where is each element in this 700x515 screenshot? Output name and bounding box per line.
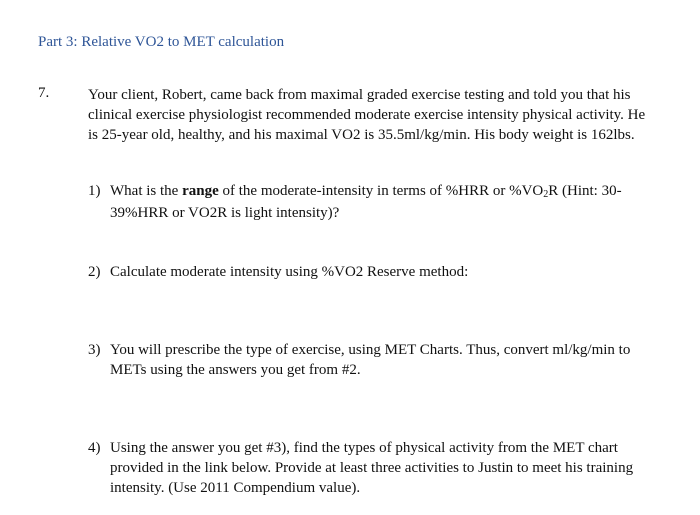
subquestion-text-part: of the moderate-intensity in terms of %HRR or %VO: [218, 183, 544, 199]
question-number: 7.: [38, 85, 50, 101]
subquestion-text: You will prescribe the type of exercise, using MET Charts. Thus, convert ml/kg/min to METs using the answers you get from #2.: [110, 342, 631, 378]
subquestion-bold-term: range: [182, 183, 219, 199]
subquestion-number: 3): [88, 342, 101, 358]
subquestion-4: [88, 438, 658, 498]
subquestion-text: Calculate moderate intensity using %VO2 Reserve method:: [110, 264, 469, 280]
subquestion-number: 2): [88, 264, 101, 280]
question-body: Your client, Robert, came back from maximal graded exercise testing and told you that his clinical exercise physiologist recommended moderate exercise intensity physical activity. He is 25-year old, healthy, and his maximal VO2 is 35.5ml/kg/min. His body weight is 162lbs.: [88, 87, 646, 143]
subquestion-3: [88, 340, 658, 380]
subquestion-1: [88, 181, 658, 223]
subquestion-text-part: What is the: [110, 183, 183, 199]
subscript: 2: [543, 189, 549, 200]
subquestion-2: [88, 262, 658, 282]
subquestion-text: [110, 181, 658, 223]
part-title: Part 3: Relative VO2 to MET calculation: [38, 34, 285, 50]
subquestion-text: Using the answer you get #3), find the types of physical activity from the MET chart provided in the link below. Provide at least three activities to Justin to meet his training intensity. (Use 2011 Compendium value).: [110, 440, 634, 496]
subquestion-number: 1): [88, 183, 101, 199]
subquestion-number: 4): [88, 440, 101, 456]
subquestion-text-part: R (Hint: 30-39%HRR or VO2R is light intensity)?: [110, 183, 622, 221]
